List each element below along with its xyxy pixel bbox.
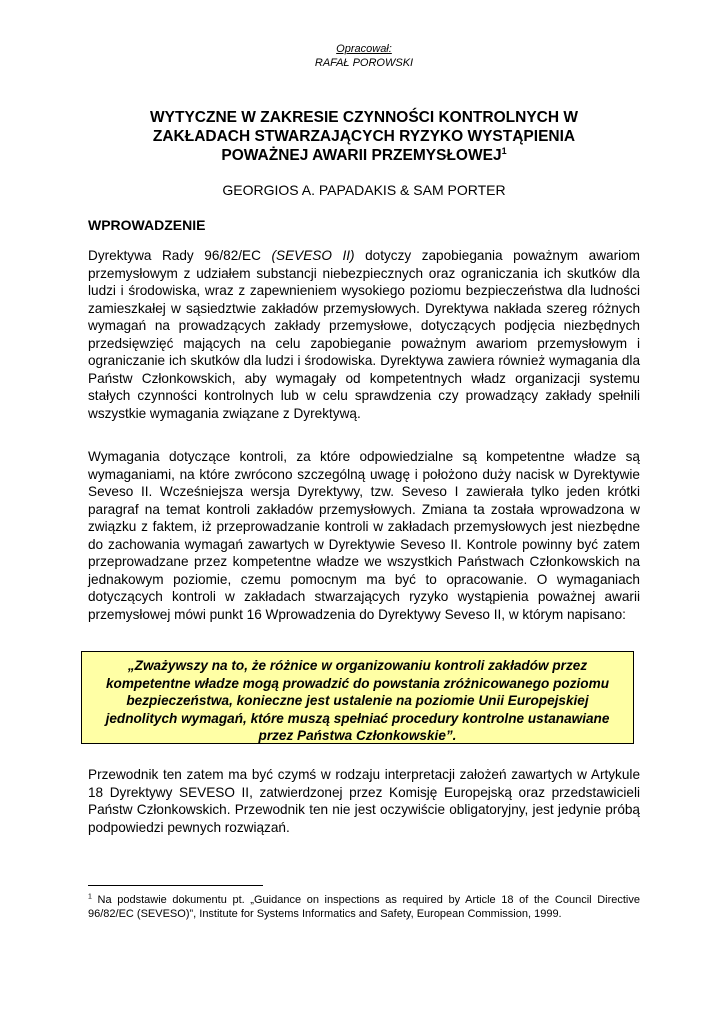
paragraph-intro-italic: (SEVESO II) bbox=[271, 248, 355, 263]
footnote-divider bbox=[88, 885, 263, 886]
original-authors: GEORGIOS A. PAPADAKIS & SAM PORTER bbox=[222, 182, 506, 198]
paragraph-intro-rest: dotyczy zapobiegania poważnym awariom przemysłowym z udziałem substancji niebezpiecznych oraz ograniczania ich skutków dla ludzi i środowiska, wraz z zapewnieniem wysokiego poziomu bezpieczeństwa dla ludności zamieszkałej w sąsiedztwie zakładów przemysłowych. Dyrektywa nakłada szereg różnych wymagań na prowadzących zakłady przemysłowe, dotyczących podjęcia niezbędnych przedsięwzięć mających na celu zapobieganie poważnym awariom przemysłowym i ograniczanie ich skutków dla ludzi i środowiska. Dyrektywa zawiera również wymagania dla Państw Członkowskich, aby wymagały od kompetentnych władz organizacji systemu stałych czynności kontrolnych lub w celu sprawdzenia czy prowadzący zakłady spełnili wszystkie wymagania związane z Dyrektywą. bbox=[88, 248, 640, 421]
document-title bbox=[88, 108, 640, 165]
title-line-2: ZAKŁADACH STWARZAJĄCYCH RYZYKO WYSTĄPIENIA bbox=[152, 128, 576, 145]
title-line-1: WYTYCZNE W ZAKRESIE CZYNNOŚCI KONTROLNYCH W bbox=[150, 109, 578, 126]
paragraph-intro-start: Dyrektywa Rady 96/82/EC bbox=[88, 248, 272, 263]
section-heading: WPROWADZENIE bbox=[88, 217, 206, 233]
compiler-credit bbox=[88, 42, 640, 70]
compiler-name: RAFAŁ POROWSKI bbox=[314, 57, 414, 69]
paragraph-guide: Przewodnik ten zatem ma być czymś w rodzaju interpretacji założeń zawartych w Artykule 18 Dyrektywy SEVESO II, zatwierdzonej przez Komisję Europejską oraz przedstawicieli Państw Członkowskich. Przewodnik ten nie jest oczywiście obligatoryjny, jest jedynie próbą podpowiedzi pewnych rozwiązań. bbox=[88, 767, 640, 835]
footnote bbox=[88, 893, 640, 921]
highlighted-quote: „Zważywszy na to, że różnice w organizowaniu kontroli zakładów przez kompetentne władze mogą prowadzić do powstania zróżnicowanego poziomu bezpieczeństwa, konieczne jest ustalenie na poziomie Unii Europejskiej jednolitych wymagań, które muszą spełniać procedury kontrolne ustanawiane przez Państwa Członkowskie”. bbox=[81, 651, 634, 744]
compiler-label: Opracował: bbox=[336, 43, 392, 55]
footnote-marker: 1 bbox=[88, 893, 92, 901]
paragraph-intro bbox=[88, 247, 640, 422]
title-line-3-text: POWAŻNEJ AWARII PRZEMYSŁOWEJ bbox=[221, 147, 502, 164]
paragraph-inspections: Wymagania dotyczące kontroli, za które odpowiedzialne są kompetentne władze są wymaganiami, na które zwrócono szczególną uwagę i położono duży nacisk w Dyrektywie Seveso II. Wcześniejsza wersja Dyrektywy, tzw. Seveso I zawierała tylko jeden krótki paragraf na temat kontroli zakładów przemysłowych. Zmiana ta została wprowadzona w związku z faktem, iż przeprowadzanie kontroli w zakładach przemysłowych jest niezbędne do zachowania wymagań zawartych w Dyrektywie Seveso II. Kontrole powinny być zatem przeprowadzane przez kompetentne władze we wszystkich Państwach Członkowskich na jednakowym poziomie, czemu pomocnym ma być to opracowanie. O wymaganiach dotyczących kontroli w zakładach stwarzających ryzyko wystąpienia poważnej awarii przemysłowej mówi punkt 16 Wprowadzenia do Dyrektywy Seveso II, w którym napisano: bbox=[88, 449, 640, 622]
title-line-3 bbox=[88, 146, 640, 165]
title-footnote-marker[interactable]: 1 bbox=[501, 145, 507, 156]
footnote-text: Na podstawie dokumentu pt. „Guidance on inspections as required by Article 18 of the Council Directive 96/82/EC (SEVESO)”, Institute for Systems Informatics and Safety, European Commission, 1999. bbox=[88, 894, 640, 920]
